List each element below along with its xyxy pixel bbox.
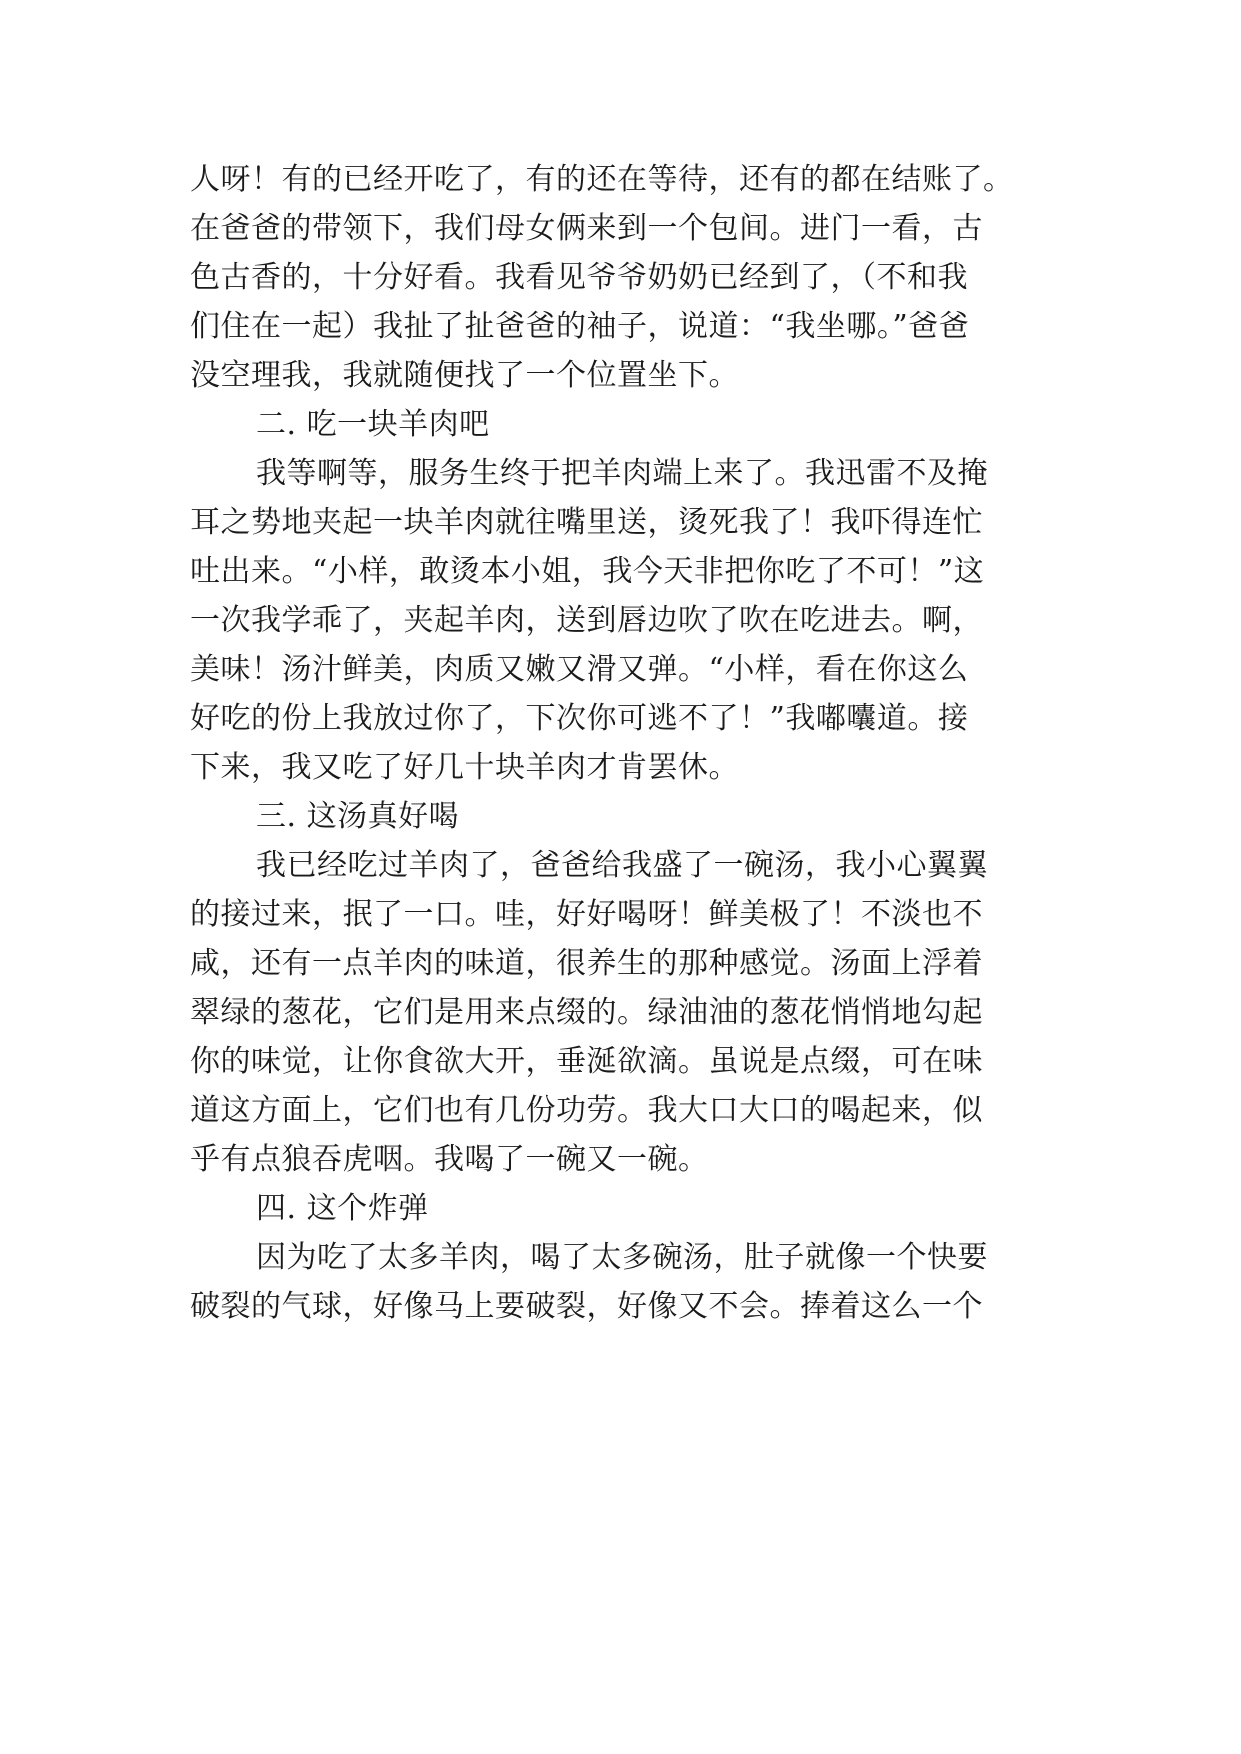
text-line: 美味！汤汁鲜美，肉质又嫩又滑又弹。“小样，看在你这么 — [190, 652, 969, 687]
text-line: 吐出来。“小样，敢烫本小姐，我今天非把你吃了不可！”这 — [190, 554, 985, 589]
text-line: 没空理我，我就随便找了一个位置坐下。 — [190, 358, 739, 393]
body-text — [190, 155, 1060, 1331]
section-heading: 四. 这个炸弹 — [256, 1191, 429, 1226]
text-line: 在爸爸的带领下，我们母女俩来到一个包间。进门一看，古 — [190, 211, 983, 246]
text-line: 破裂的气球，好像马上要破裂，好像又不会。捧着这么一个 — [190, 1289, 983, 1324]
text-line: 咸，还有一点羊肉的味道，很养生的那种感觉。汤面上浮着 — [190, 946, 983, 981]
text-line: 人呀！有的已经开吃了，有的还在等待，还有的都在结账了。 — [190, 162, 1014, 197]
text-line: 下来，我又吃了好几十块羊肉才肯罢休。 — [190, 750, 739, 785]
section-heading: 三. 这汤真好喝 — [256, 799, 460, 834]
text-line: 我等啊等，服务生终于把羊肉端上来了。我迅雷不及掩 — [256, 456, 988, 491]
text-line: 道这方面上，它们也有几份功劳。我大口大口的喝起来，似 — [190, 1093, 983, 1128]
text-line: 一次我学乖了，夹起羊肉，送到唇边吹了吹在吃进去。啊， — [190, 603, 983, 638]
text-line: 乎有点狼吞虎咽。我喝了一碗又一碗。 — [190, 1142, 709, 1177]
text-line: 的接过来，抿了一口。哇，好好喝呀！鲜美极了！不淡也不 — [190, 897, 983, 932]
text-line: 因为吃了太多羊肉，喝了太多碗汤，肚子就像一个快要 — [256, 1240, 988, 1275]
section-heading: 二. 吃一块羊肉吧 — [256, 407, 490, 442]
text-line: 翠绿的葱花，它们是用来点缀的。绿油油的葱花悄悄地勾起 — [190, 995, 983, 1030]
text-line: 耳之势地夹起一块羊肉就往嘴里送，烫死我了！我吓得连忙 — [190, 505, 983, 540]
text-line: 色古香的，十分好看。我看见爷爷奶奶已经到了，（不和我 — [190, 260, 968, 295]
text-line: 好吃的份上我放过你了，下次你可逃不了！”我嘟囔道。接 — [190, 701, 969, 736]
text-line: 们住在一起）我扯了扯爸爸的袖子，说道：“我坐哪。”爸爸 — [190, 309, 970, 344]
text-line: 我已经吃过羊肉了，爸爸给我盛了一碗汤，我小心翼翼 — [256, 848, 988, 883]
text-line: 你的味觉，让你食欲大开，垂涎欲滴。虽说是点缀，可在味 — [190, 1044, 983, 1079]
